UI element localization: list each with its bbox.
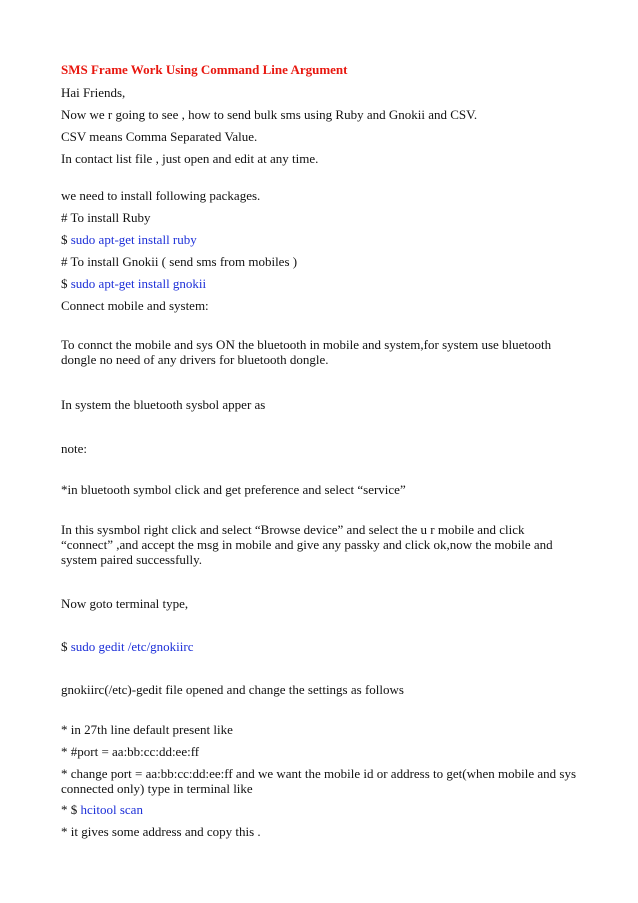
gedit-command-line xyxy=(61,639,581,655)
ruby-install-command: sudo apt-get install ruby xyxy=(70,232,197,247)
intro-line-1: Now we r going to see , how to send bulk sms using Ruby and Gnokii and CSV. xyxy=(61,107,478,122)
browse-paragraph-line-1: In this sysmbol right click and select “Browse device” and select the u r mobile and click xyxy=(61,522,525,537)
shell-prompt: $ xyxy=(61,639,68,654)
hcitool-command: hcitool scan xyxy=(80,802,143,817)
browse-paragraph-line-2: “connect” ,and accept the msg in mobile and give any passky and click ok,now the mobile and xyxy=(61,537,553,552)
step-change-port-line-2: connected only) type in terminal like xyxy=(61,781,253,796)
connect-paragraph-line-1: To connct the mobile and sys ON the bluetooth in mobile and system,for system use bluetooth xyxy=(61,337,552,352)
intro-line-2: CSV means Comma Separated Value. xyxy=(61,129,258,144)
gedit-description: gnokiirc(/etc)-gedit file opened and change the settings as follows xyxy=(61,682,404,697)
connect-heading: Connect mobile and system: xyxy=(61,298,209,313)
document-title: SMS Frame Work Using Command Line Argument xyxy=(61,62,348,77)
intro-line-3: In contact list file , just open and edit at any time. xyxy=(61,151,319,166)
step-copy-address: * it gives some address and copy this . xyxy=(61,824,261,839)
gnokii-install-command: sudo apt-get install gnokii xyxy=(70,276,207,291)
packages-intro: we need to install following packages. xyxy=(61,188,261,203)
connect-paragraph-line-2: dongle no need of any drivers for bluetooth dongle. xyxy=(61,352,329,367)
gnokii-comment: # To install Gnokii ( send sms from mobiles ) xyxy=(61,254,298,269)
service-note: *in bluetooth symbol click and get preference and select “service” xyxy=(61,482,406,497)
shell-prompt: $ xyxy=(61,276,68,291)
shell-prompt: $ xyxy=(61,232,68,247)
bluetooth-symbol-text: In system the bluetooth sysbol apper as xyxy=(61,397,266,412)
step-line-27: * in 27th line default present like xyxy=(61,722,233,737)
ruby-command-line xyxy=(61,232,581,248)
step-prefix: * $ xyxy=(61,802,78,817)
browse-paragraph-line-3: system paired successfully. xyxy=(61,552,203,567)
gedit-command: sudo gedit /etc/gnokiirc xyxy=(70,639,194,654)
step-default-port: * #port = aa:bb:cc:dd:ee:ff xyxy=(61,744,200,759)
ruby-comment: # To install Ruby xyxy=(61,210,151,225)
greeting-text: Hai Friends, xyxy=(61,85,126,100)
step-hcitool-line xyxy=(61,802,581,818)
note-label: note: xyxy=(61,441,87,456)
step-change-port-line-1: * change port = aa:bb:cc:dd:ee:ff and we want the mobile id or address to get(when mobile and sys xyxy=(61,766,577,781)
gnokii-command-line xyxy=(61,276,581,292)
terminal-text: Now goto terminal type, xyxy=(61,596,189,611)
